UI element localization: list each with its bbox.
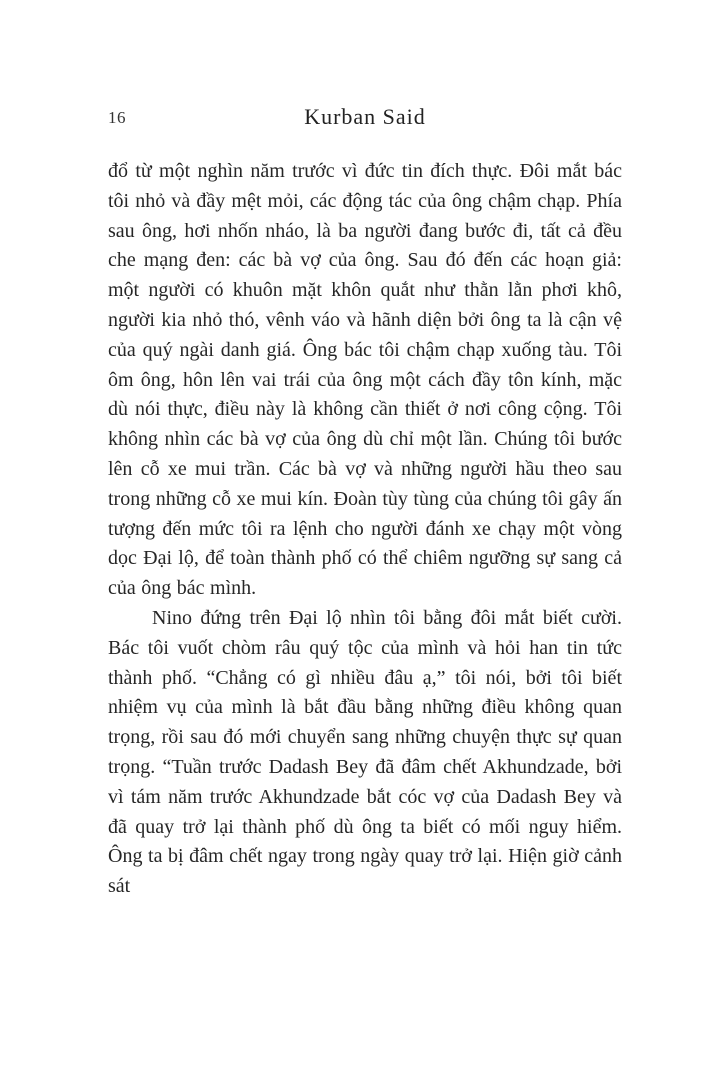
paragraph-1: đổ từ một nghìn năm trước vì đức tin đích thực. Đôi mắt bác tôi nhỏ và đầy mệt mỏi, các động tác của ông chậm chạp. Phía sau ông, hơi nhốn nháo, là ba người đang bước đi, tất cả đều che mạng đen: các bà vợ của ông. Sau đó đến các hoạn giả: một người có khuôn mặt khôn quắt như thằn lằn phơi khô, người kia nhỏ thó, vênh váo và hãnh diện bởi ông ta là cận vệ của quý ngài danh giá. Ông bác tôi chậm chạp xuống tàu. Tôi ôm ông, hôn lên vai trái của ông một cách đầy tôn kính, mặc dù nói thực, điều này là không cần thiết ở nơi công cộng. Tôi không nhìn các bà vợ của ông dù chỉ một lần. Chúng tôi bước lên cỗ xe mui trần. Các bà vợ và những người hầu theo sau trong những cỗ xe mui kín. Đoàn tùy tùng của chúng tôi gây ấn tượng đến mức tôi ra lệnh cho người đánh xe chạy một vòng dọc Đại lộ, để toàn thành phố có thể chiêm ngưỡng sự sang cả của ông bác mình. [108, 160, 622, 600]
paragraph-2: Nino đứng trên Đại lộ nhìn tôi bằng đôi mắt biết cười. Bác tôi vuốt chòm râu quý tộc của mình và hỏi han tin tức thành phố. “Chẳng có gì nhiều đâu ạ,” tôi nói, bởi tôi biết nhiệm vụ của mình là bắt đầu bằng những điều không quan trọng, rồi sau đó mới chuyển sang những chuyện thực sự quan trọng. “Tuần trước Dadash Bey đã đâm chết Akhundzade, bởi vì tám năm trước Akhundzade bắt cóc vợ của Dadash Bey và đã quay trở lại thành phố dù ông ta biết có mối nguy hiểm. Ông ta bị đâm chết ngay trong ngày quay trở lại. Hiện giờ cảnh sát [108, 606, 622, 898]
page-body [108, 157, 622, 902]
page-header [108, 104, 622, 132]
running-head-author: Kurban Said [304, 104, 426, 129]
page-number: 16 [108, 108, 126, 127]
